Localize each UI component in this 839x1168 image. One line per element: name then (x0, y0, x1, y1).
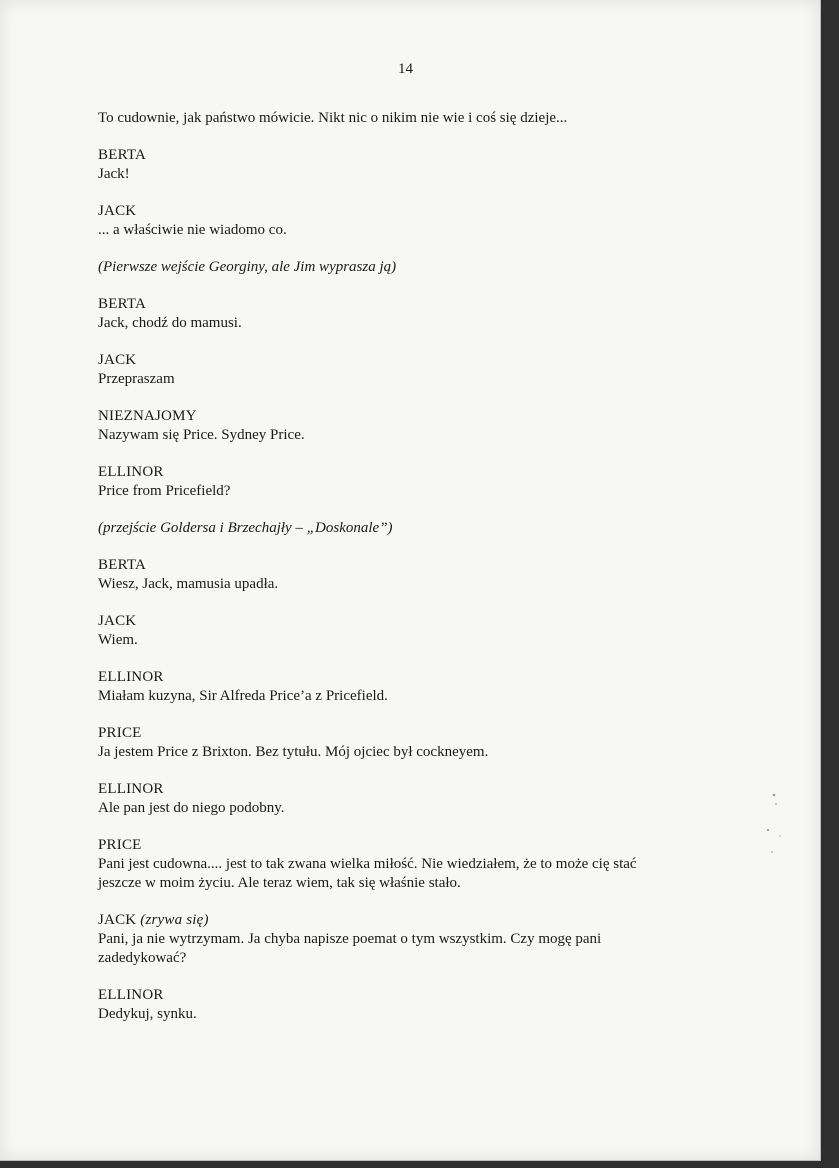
speaker-name: NIEZNAJOMY (98, 408, 197, 424)
dialogue-line: Dedykuj, synku. (98, 1006, 197, 1022)
paper-specks (760, 790, 800, 860)
dialogue-line: Miałam kuzyna, Sir Alfreda Price’a z Pricefield. (98, 688, 388, 704)
dialogue-line: Jack, chodź do mamusi. (98, 315, 242, 331)
dialogue-line: Przepraszam (98, 371, 175, 387)
dialogue-block (98, 780, 738, 818)
dialogue-line: Wiesz, Jack, mamusia upadła. (98, 576, 279, 592)
speaker-name: JACK (98, 912, 137, 928)
dialogue-line: ... a właściwie nie wiadomo co. (98, 222, 287, 238)
speaker-name: ELLINOR (98, 781, 164, 797)
intro-line: To cudownie, jak państwo mówicie. Nikt nic o nikim nie wie i coś się dzieje... (98, 110, 568, 126)
script-text (98, 109, 738, 1042)
dialogue-line-continued: zadedykować? (98, 950, 187, 966)
dialogue-block (98, 407, 738, 445)
speaker-name: JACK (98, 352, 137, 368)
speaker-name: JACK (98, 203, 137, 219)
dialogue-line: Ja jestem Price z Brixton. Bez tytułu. Mój ojciec był cockneyem. (98, 744, 489, 760)
dialogue-block (98, 351, 738, 389)
dialogue-line: Price from Pricefield? (98, 483, 231, 499)
stage-aside: (zrywa się) (140, 912, 209, 928)
dialogue-block (98, 146, 738, 184)
speaker-name: BERTA (98, 557, 147, 573)
dialogue-line: Pani jest cudowna.... jest to tak zwana wielka miłość. Nie wiedziałem, że to może cię stać (98, 856, 637, 872)
dialogue-block (98, 556, 738, 594)
dialogue-block (98, 202, 738, 240)
dialogue-line: Ale pan jest do niego podobny. (98, 800, 285, 816)
dialogue-block (98, 986, 738, 1024)
page-number: 14 (398, 61, 413, 77)
dialogue-line: Jack! (98, 166, 130, 182)
stage-direction: (przejście Goldersa i Brzechajły – „Doskonale”) (98, 520, 393, 536)
dialogue-block (98, 724, 738, 762)
stage-direction: (Pierwsze wejście Georginy, ale Jim wyprasza ją) (98, 259, 397, 275)
speaker-name: ELLINOR (98, 987, 164, 1003)
dialogue-block (98, 612, 738, 650)
dialogue-block (98, 836, 738, 893)
dialogue-line: Nazywam się Price. Sydney Price. (98, 427, 305, 443)
dialogue-block (98, 295, 738, 333)
dialogue-line: Pani, ja nie wytrzymam. Ja chyba napisze poemat o tym wszystkim. Czy mogę pani (98, 931, 602, 947)
speaker-name: ELLINOR (98, 464, 164, 480)
dialogue-line-continued: jeszcze w moim życiu. Ale teraz wiem, tak się właśnie stało. (98, 875, 461, 891)
speaker-name: JACK (98, 613, 137, 629)
dialogue-line: Wiem. (98, 632, 138, 648)
dialogue-block (98, 463, 738, 501)
dialogue-block (98, 668, 738, 706)
speaker-name: BERTA (98, 147, 147, 163)
speaker-name: BERTA (98, 296, 147, 312)
speaker-name: ELLINOR (98, 669, 164, 685)
dialogue-block (98, 911, 738, 968)
speaker-with-aside (98, 911, 738, 930)
speaker-name: PRICE (98, 725, 142, 741)
speaker-name: PRICE (98, 837, 142, 853)
